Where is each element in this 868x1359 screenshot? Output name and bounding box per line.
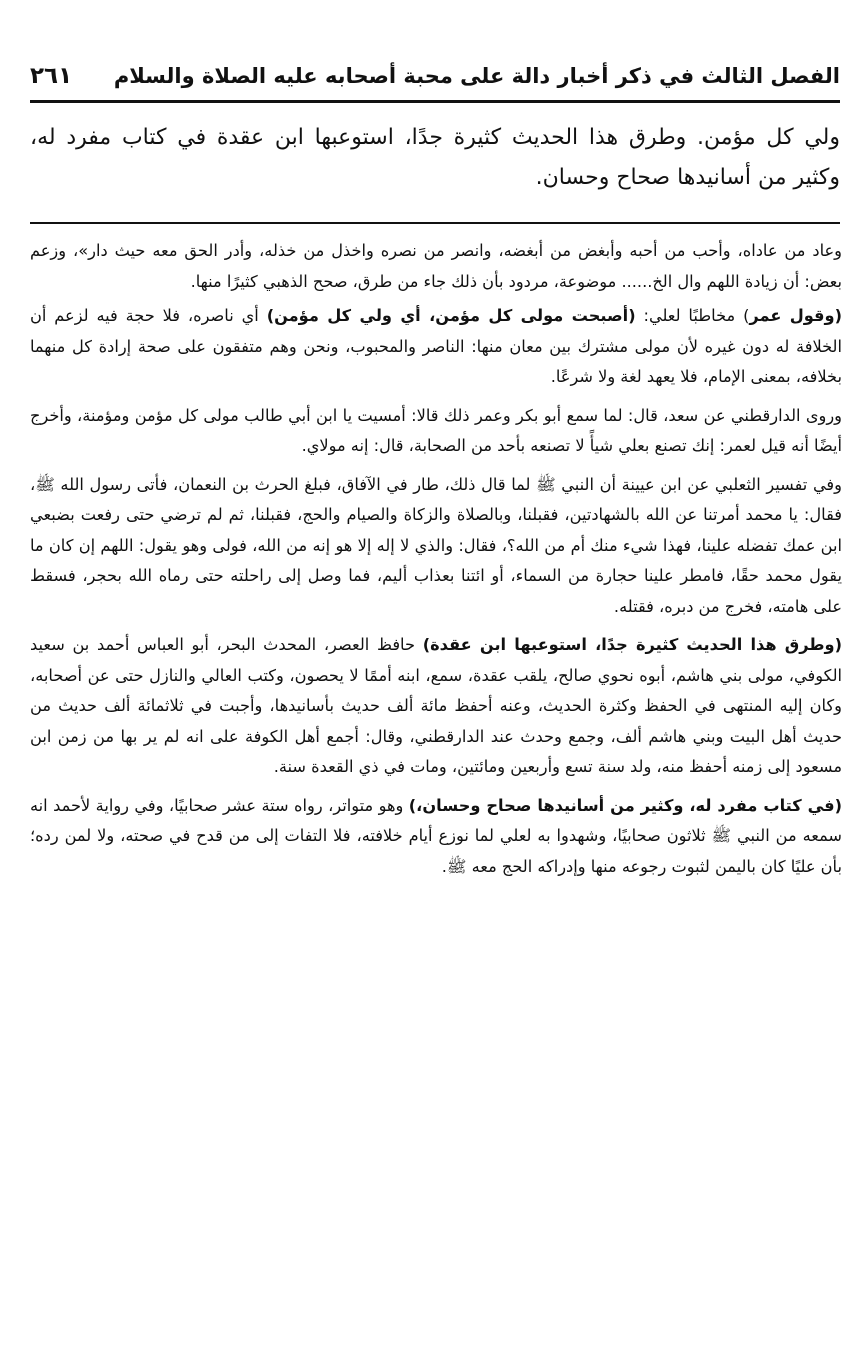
lemma-quote: (وقول عمر <box>749 306 842 325</box>
commentary-paragraph: وعاد من عاداه، وأحب من أحبه وأبغض من أبغضه، وانصر من نصره واخذل من خذله، وأدر الحق معه حيث دار»، وزعم بعض: أن زيادة اللهم وال الخ...... موضوعة، مردود بأن ذلك جاء من طرق، صحح الذهبي كثيرًا منها. <box>30 241 842 291</box>
commentary-text: حافظ العصر، المحدث البحر، أبو العباس أحمد بن سعيد الكوفي، مولى بني هاشم، أبوه نحوي صالح، يلقب عقدة، سمع، ابنه أممًا لا يحصون، وكتب العالي والنازل حتى عن أصحابه، وكان إليه المنتهى في الحفظ وكثرة الحديث، وعنه أحفظ مائة ألف حديث بأسانيدها، وأجبت في ثلاثمائة ألف حديث من حديث أهل البيت وبني هاشم ألف، وجمع وحدث عند الدارقطني، وقال: أجمع أهل الكوفة على انه لم ير بها من زمن ابن مسعود إلى زمنه أحفظ منه، ولد سنة تسع وأربعين ومائتين، ومات في ذي القعدة سنة. <box>30 635 842 776</box>
commentary-paragraph: وفي تفسير الثعلبي عن ابن عيينة أن النبي ﷺ لما قال ذلك، طار في الآفاق، فبلغ الحرث بن النعمان، فأتى رسول الله ﷺ، فقال: يا محمد أمرتنا عن الله بالشهادتين، فقبلنا، وبالصلاة والزكاة والصيام والحج، فقبلنا، ثم لم ترضي حتى رفعت بضبعي ابن عمك تفضله علينا، فهذا شيء منك أم من الله؟، فقال: والذي لا إله إلا هو إنه من الله، فولى وهو يقول: اللهم إن كان ما يقول محمد حقًا، فامطر علينا حجارة من السماء، أو ائتنا بعذاب أليم، فما وصل إلى راحلته حتى رماه الله بحجر، فسقط على هامته، فخرج من دبره، فقتله. <box>30 474 842 616</box>
commentary-paragraph <box>30 301 842 393</box>
running-title: الفصل الثالث في ذكر أخبار دالة على محبة أصحابه عليه الصلاة والسلام <box>113 64 840 88</box>
separator-rule <box>30 222 840 224</box>
page-header <box>30 52 840 103</box>
page-number: ٢٦١ <box>30 63 73 89</box>
lemma-quote: (أصبحت مولى كل مؤمن، أي ولي كل مؤمن) <box>266 306 636 325</box>
commentary-paragraph <box>30 791 842 883</box>
commentary-text: وهو متواتر، رواه ستة عشر صحابيًا، وفي رواية لأحمد انه سمعه من النبي ﷺ ثلاثون صحابيًا، وشهدوا به لعلي لما نوزع أيام خلافته، فلا التفات إلى من قدح في صحته، ولا لمن رده؛ بأن عليًا كان باليمن لثبوت رجوعه منها وإدراكه الحج معه ﷺ. <box>30 795 842 876</box>
lemma-quote: (في كتاب مفرد له، وكثير من أسانيدها صحاح وحسان،) <box>408 795 842 815</box>
commentary-paragraph <box>30 630 842 783</box>
commentary-paragraph: وروى الدارقطني عن سعد، قال: لما سمع أبو بكر وعمر ذلك قالا: أمسيت يا ابن أبي طالب مولى كل مؤمن ومؤمنة، وأخرج أيضًا أنه قيل لعمر: إنك تصنع بعلي شيأً لا تصنعه بأحد من الصحابة، قال: إنه مولاي. <box>30 405 842 455</box>
commentary-block <box>30 236 842 1319</box>
commentary-text: أي ناصره، فلا حجة فيه لزعم أن الخلافة له دون غيره لأن مولى مشترك بين معان منها: الناصر والمحبوب، ونحن وهم متفقون على صحة إرادة كل منهما بخلافه، بمعنى الإمام، فلا يعهد لغة ولا شرعًا. <box>30 306 842 386</box>
lemma-quote: (وطرق هذا الحديث كثيرة جدًا، استوعبها ابن عقدة) <box>422 635 842 654</box>
commentary-text: ) مخاطبًا لعلي: <box>635 306 750 325</box>
main-text-block: ولي كل مؤمن. وطرق هذا الحديث كثيرة جدًا، استوعبها ابن عقدة في كتاب مفرد له، وكثير من أسانيدها صحاح وحسان. <box>30 125 840 190</box>
